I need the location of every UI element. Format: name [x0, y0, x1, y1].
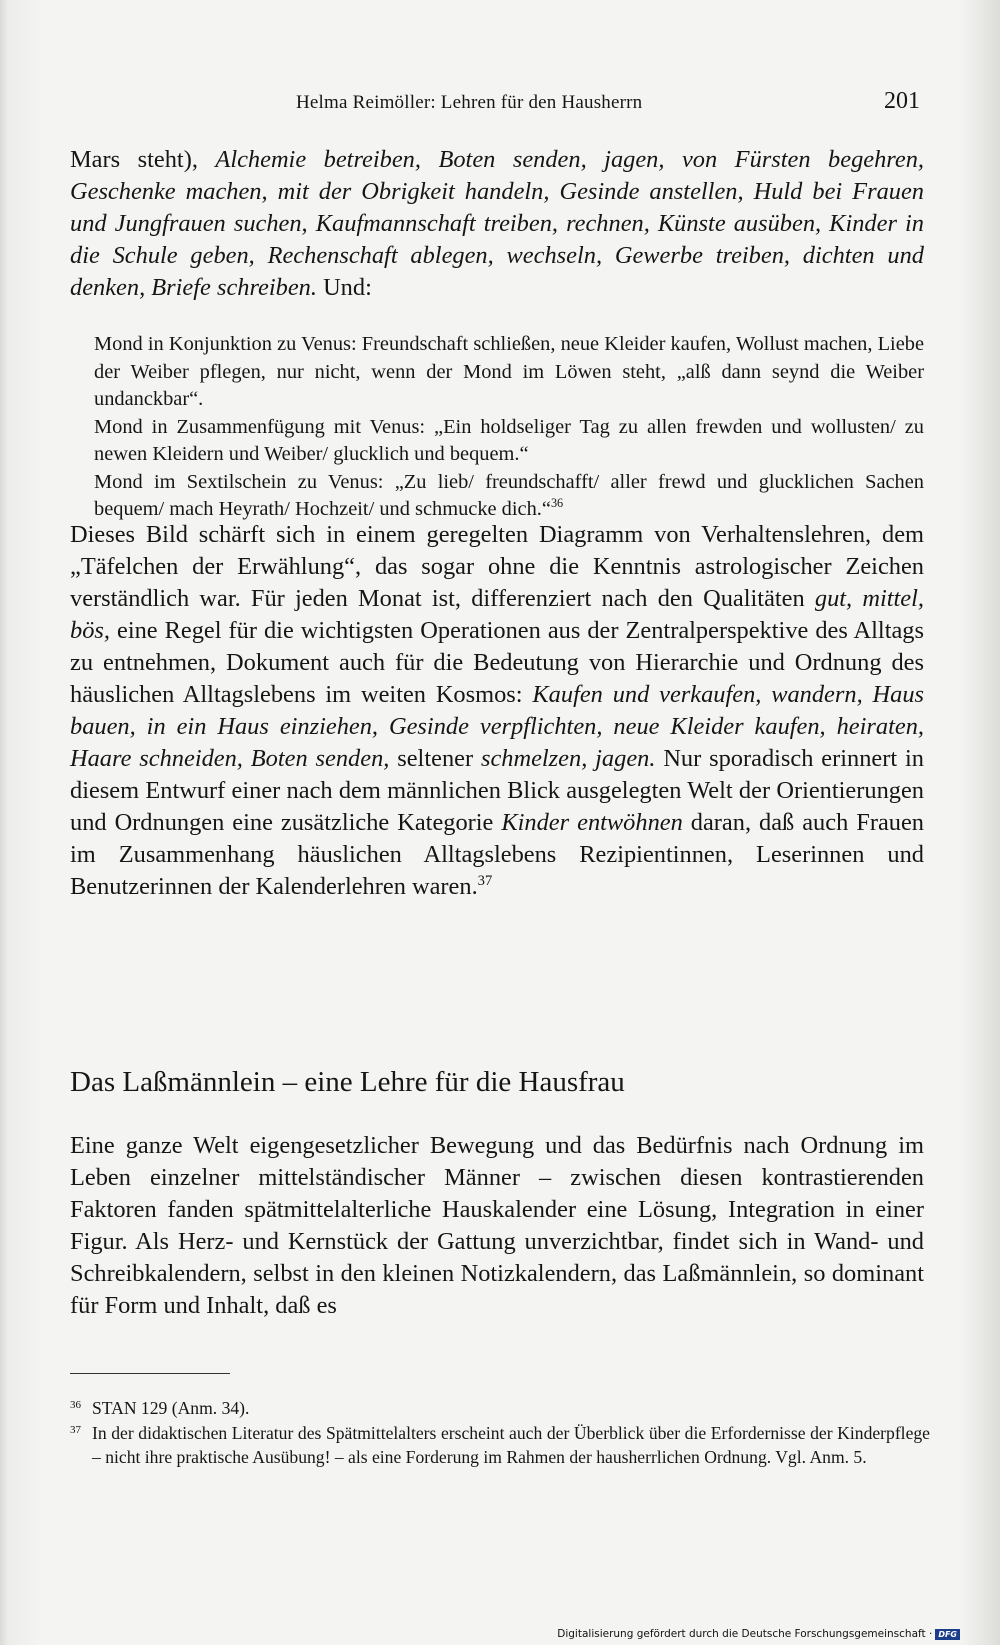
footnote-ref-37[interactable]: 37	[477, 872, 493, 889]
para1-text-a: Mars steht),	[70, 146, 216, 173]
para2-text-5: daran, daß auch Frauen im Zusammenhang häuslichen Alltagslebens Rezipientinnen, Leserinnen und Benutzerinnen der Kalenderlehren waren.	[70, 809, 924, 900]
paragraph-continuation	[70, 144, 924, 304]
paragraph-diagram	[70, 519, 924, 903]
para2-italic-3: schmelzen, jagen.	[480, 745, 656, 772]
section-heading: Das Laßmännlein – eine Lehre für die Hausfrau	[70, 1066, 625, 1098]
para2-text-3: seltener	[389, 745, 481, 772]
footnote-divider	[70, 1373, 230, 1374]
footnote-37	[70, 1421, 930, 1470]
running-head: Helma Reimöller: Lehren für den Hausherrn	[296, 92, 643, 113]
footnote-number: 37	[70, 1423, 81, 1436]
footnote-ref-36[interactable]: 36	[550, 496, 564, 511]
para2-text-4: Nur sporadisch erinnert in diesem Entwurf einer nach dem männlichen Blick ausgelegten Welt der Orientierungen und Ordnungen eine zusätzliche Kategorie	[70, 745, 924, 836]
para2-italic-4: Kinder entwöhnen	[501, 809, 683, 836]
dfg-logo-icon: DFG	[935, 1629, 960, 1640]
para2-text-2: eine Regel für die wichtigsten Operationen aus der Zentralperspektive des Alltags zu entnehmen, Dokument auch für die Bedeutung von Hierarchie und Ordnung des häuslichen Alltagslebens im weiten Kosmos:	[70, 617, 924, 708]
paragraph-lassmaennlein: Eine ganze Welt eigengesetzlicher Bewegung und das Bedürfnis nach Ordnung im Leben einzelner mittelständischer Männer – zwischen diesen kontrastierenden Faktoren fanden spätmittelalterliche Hauskalender eine Lösung, Integration in einer Figur. Als Herz- und Kernstück der Gattung unverzichtbar, findet sich in Wand- und Schreibkalendern, selbst in den kleinen Notizkalendern, das Laßmännlein, so dominant für Form und Inhalt, daß es	[70, 1132, 924, 1319]
para2-italic-2: Kaufen und verkaufen, wandern, Haus bauen, in ein Haus einziehen, Gesinde verpflichten, neue Kleider kaufen, heiraten, Haare schneiden, Boten senden,	[70, 681, 925, 772]
footnote-number: 36	[70, 1399, 81, 1411]
para2-italic-1: gut, mittel, bös,	[70, 585, 924, 644]
funding-note	[557, 1628, 960, 1640]
footnote-text: In der didaktischen Literatur des Spätmittelalters erscheint auch der Überblick über die Erfordernisse der Kinderpflege – nicht ihre praktische Ausübung! – als eine Forderung im Rahmen der hausherrlichen Ordnung. Vgl. Anm. 5.	[92, 1422, 930, 1467]
footnotes	[70, 1396, 930, 1470]
para2-text-1: Dieses Bild schärft sich in einem geregelten Diagramm von Verhaltenslehren, dem „Täfelchen der Erwählung“, das sogar ohne die Kenntnis astrologischer Zeichen verständlich war. Für jeden Monat ist, differenziert nach den Qualitäten	[70, 521, 924, 612]
funding-note-text: Digitalisierung gefördert durch die Deutsche Forschungsgemeinschaft ·	[557, 1628, 933, 1640]
quote-entry-sextilschein	[94, 469, 924, 524]
para1-text-c: Und:	[316, 274, 372, 301]
para1-italic-activities: Alchemie betreiben, Boten senden, jagen, von Fürsten begehren, Geschenke machen, mit der Obrigkeit handeln, Gesinde anstellen, Huld bei Frauen und Jungfrauen suchen, Kaufmannschaft treiben, rechnen, Künste ausüben, Kinder in die Schule geben, Rechenschaft ablegen, wechseln, Gewerbe treiben, dichten und denken, Briefe schreiben.	[70, 146, 925, 301]
quote-entry-sextilschein-text: Mond im Sextilschein zu Venus: „Zu lieb/ freundschafft/ aller frewd und glucklichen Sachen bequem/ mach Heyrath/ Hochzeit/ und schmucke dich.“	[94, 470, 924, 520]
block-quote	[94, 331, 924, 524]
quote-entry-konjunktion: Mond in Konjunktion zu Venus: Freundschaft schließen, neue Kleider kaufen, Wollust machen, Liebe der Weiber pflegen, nur nicht, wenn der Mond im Löwen steht, „alß dann seynd die Weiber undanckbar“.	[94, 333, 924, 410]
page-number: 201	[884, 88, 920, 114]
footnote-36	[70, 1396, 930, 1421]
footnote-text: STAN 129 (Anm. 34).	[92, 1398, 250, 1418]
quote-entry-zusammenfuegung: Mond in Zusammenfügung mit Venus: „Ein holdseliger Tag zu allen frewden und wollusten/ zu newen Kleidern und Weiber/ glucklich und bequem.“	[94, 415, 924, 465]
